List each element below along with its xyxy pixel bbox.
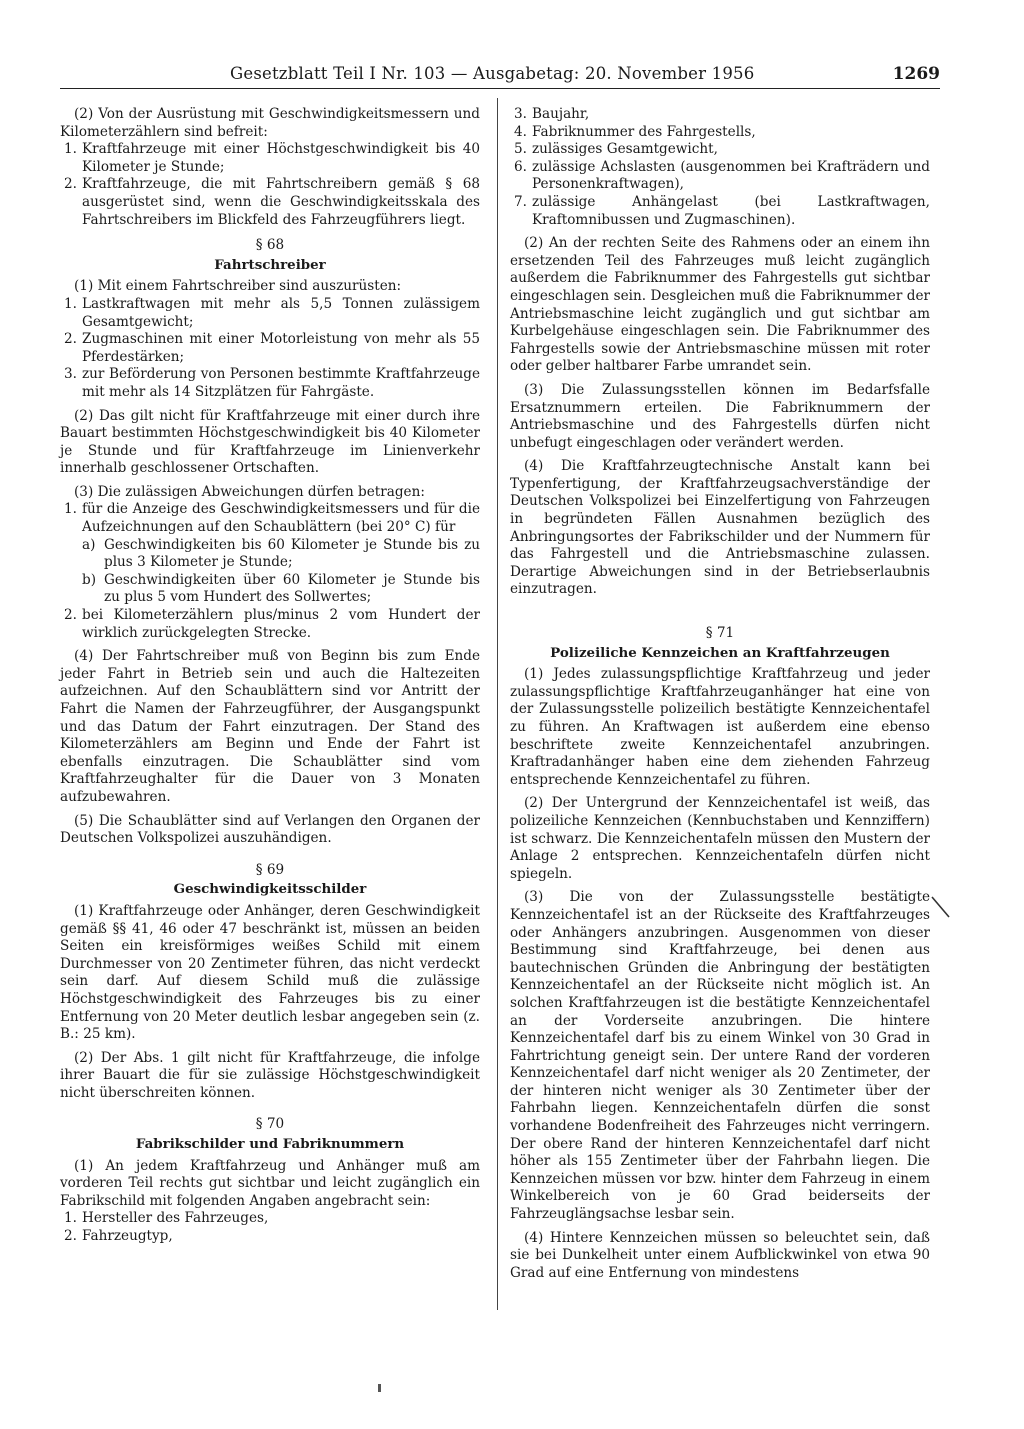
list-number: 1. [64,1210,77,1227]
paragraph: (4) Der Fahrtschreiber muß von Beginn bis zum Ende jeder Fahrt in Betrieb sein und auch die Haltezeiten aufzeichnen. Auf den Schaublättern sind vor Antritt der Fahrt die Namen der Fahrzeugführer, der Ausgangspunkt und das Datum der Fahrt einzutragen. Der Stand des Kilometerzählers am Beginn und Ende der Fahrt ist ebenfalls einzutragen. Die Schaublätter sind vom Kraftfahrzeughalter für die Dauer von 3 Monaten aufzubewahren. [60,648,480,805]
right-column [510,106,930,1282]
margin-pencil-mark [930,895,952,919]
list-number: 7. [514,193,527,210]
list-text: zulässige Anhängelast (bei Lastkraftwagen, Kraftomnibussen und Zugmaschinen). [532,193,930,228]
section-number: § 68 [255,237,285,254]
list-item [60,141,480,176]
paragraph: (3) Die zulässigen Abweichungen dürfen betragen: [74,483,425,500]
paragraph: (3) Die von der Zulassungsstelle bestätigte Kennzeichentafel ist an der Rückseite des Kraftfahrzeuges oder Anhängers anzubringen. Ausgenommen von dieser Bestimmung sind Kraftfahrzeuge, bei denen aus bautechnischen Gründen die Anbringung der bestätigten Kennzeichentafel an der Rückseite nicht möglich ist. An solchen Kraftfahrzeugen ist die bestätigte Kennzeichentafel an der Vorderseite anzubringen. Die hintere Kennzeichentafel darf bis zu einem Winkel von 30 Grad in Fahrtrichtung geneigt sein. Der untere Rand der vorderen Kennzeichentafel darf nicht weniger als 20 Zentimeter, der der hinteren nicht weniger als 30 Zentimeter über der Fahrbahn liegen. Kennzeichentafeln dürfen die sonst vorhandene Bodenfreiheit des Fahrzeuges nicht verringern. Der obere Rand der hinteren Kennzeichentafel darf nicht höher als 155 Zentimeter über der Fahrbahn liegen. Die Kennzeichen müssen vor bzw. hinter dem Fahrzeug in einem Winkelbereich von je 60 Grad beiderseits der Fahrzeuglängsachse lesbar sein. [510,889,930,1223]
paragraph: (2) Von der Ausrüstung mit Geschwindigkeitsmessern und Kilometerzählern sind befreit: [60,106,480,140]
list-text: Lastkraftwagen mit mehr als 5,5 Tonnen zulässigem Gesamtgewicht; [82,295,480,330]
list-item [510,141,930,159]
list-text: Hersteller des Fahrzeuges, [82,1210,269,1227]
list-number: 3. [64,366,77,383]
list-text: Geschwindigkeiten bis 60 Kilometer je Stunde bis zu plus 3 Kilometer je Stunde; [104,536,480,571]
list-text: Geschwindigkeiten über 60 Kilometer je Stunde bis zu plus 5 vom Hundert des Sollwertes; [104,571,480,606]
paragraph: (2) Der Untergrund der Kennzeichentafel ist weiß, das polizeiliche Kennzeichen (Kennbuchstaben und Kennziffern) ist schwarz. Die Kennzeichentafeln müssen den Mustern der Anlage 2 entsprechen. Kennzeichentafeln dürfen nicht spiegeln. [510,795,930,882]
paragraph: (1) Jedes zulassungspflichtige Kraftfahrzeug und jeder zulassungspflichtige Kraftfahrzeuganhänger hat eine von der Zulassungsstelle polizeilich bestätigte Kennzeichentafel zu führen. An Kraftwagen ist außerdem eine ebenso beschriftete zweite Kennzeichentafel anzubringen. Kraftradanhänger haben eine dem ziehenden Fahrzeug entsprechende Kennzeichentafel zu führen. [510,666,930,788]
section-title: Polizeiliche Kennzeichen an Kraftfahrzeugen [550,644,890,661]
list-item [60,331,480,366]
section-title: Fabrikschilder und Fabriknummern [135,1136,405,1153]
header-title: Gesetzblatt Teil I Nr. 103 — Ausgabetag: 20. November 1956 [230,64,755,83]
list-item [510,124,930,142]
list-number: 1. [64,141,77,158]
list-item [60,1210,480,1228]
list-text: bei Kilometerzählern plus/minus 2 vom Hundert der wirklich zurückgelegten Strecke. [82,607,480,641]
list-item [60,296,480,331]
column-divider [497,98,498,1310]
section-number: § 70 [255,1116,285,1133]
page-header [60,64,940,88]
list-number: 1. [64,501,77,518]
sub-list-item [60,572,480,607]
list-number: 3. [514,106,527,122]
list-item [60,501,480,536]
list-number: 6. [514,158,527,175]
list-item [510,194,930,229]
list-number: 1. [64,295,77,312]
paragraph: (2) An der rechten Seite des Rahmens oder an einem ihn ersetzenden Teil des Fahrzeuges muß leicht zugänglich außerdem die Fabriknummer des Fahrgestells gut sichtbar eingeschlagen sein. Desgleichen muß die Fabriknummer der Antriebsmaschine leicht zugänglich und gut sichtbar am Kurbelgehäuse eingeschlagen sein. Die Fabriknummer des Fahrgestells sowie der Antriebsmaschine müssen mit roter oder gelber haltbarer Farbe umrandet sein. [510,235,930,375]
list-number: a) [82,536,96,553]
list-text: zulässiges Gesamtgewicht, [532,141,718,158]
list-text: Baujahr, [532,106,590,122]
list-item [60,366,480,401]
list-number: 5. [514,141,527,158]
list-text: Kraftfahrzeuge mit einer Höchstgeschwindigkeit bis 40 Kilometer je Stunde; [82,141,480,175]
section-title: Fahrtschreiber [214,256,326,273]
list-number: 2. [64,176,77,193]
section-title: Geschwindigkeitsschilder [173,881,367,898]
header-rule [60,88,940,89]
scan-speck [378,1384,381,1392]
left-column [60,106,480,1246]
list-number: 2. [64,1228,77,1245]
list-number: 4. [514,123,527,140]
list-item [60,176,480,229]
paragraph: (1) An jedem Kraftfahrzeug und Anhänger muß am vorderen Teil rechts gut sichtbar und leicht zugänglich ein Fabrikschild mit folgenden Angaben angebracht sein: [60,1157,480,1209]
list-text: für die Anzeige des Geschwindigkeitsmessers und für die Aufzeichnungen auf den Schaublättern (bei 20° C) für [82,501,480,536]
section-number: § 71 [705,625,735,642]
paragraph: (1) Kraftfahrzeuge oder Anhänger, deren Geschwindigkeit gemäß §§ 41, 46 oder 47 beschränkt ist, müssen an beiden Seiten ein kreisförmiges weißes Schild mit einem Durchmesser von 20 Zentimeter führen, das nicht verdeckt sein darf. Auf diesem Schild muß die zulässige Höchstgeschwindigkeit des Fahrzeuges bis zu einer Entfernung von 20 Meter deutlich lesbar angegeben sein (z. B.: 25 km). [60,902,480,1043]
list-text: zulässige Achslasten (ausgenommen bei Krafträdern und Personenkraftwagen), [532,158,930,193]
list-item [60,607,480,642]
section-number: § 69 [255,861,285,878]
list-text: Zugmaschinen mit einer Motorleistung von mehr als 55 Pferdestärken; [82,331,480,365]
paragraph: (2) Das gilt nicht für Kraftfahrzeuge mit einer durch ihre Bauart bestimmten Höchstgeschwindigkeit bis 40 Kilometer je Stunde und für Kraftfahrzeuge im Linienverkehr innerhalb geschlossener Ortschaften. [60,407,480,477]
page-number: 1269 [892,64,940,84]
list-number: 2. [64,607,77,624]
paragraph: (4) Die Kraftfahrzeugtechnische Anstalt kann bei Typenfertigung, der Kraftfahrzeugsachverständige der Deutschen Volkspolizei bei Einzelfertigung von Fahrzeugen in begründeten Fällen Ausnahmen bezüglich des Anbringungsortes der Fabrikschilder und der Nummern für das Fahrgestell und die Antriebsmaschine zulassen. Derartige Abweichungen sind in der Betriebserlaubnis einzutragen. [510,458,930,598]
paragraph: (2) Der Abs. 1 gilt nicht für Kraftfahrzeuge, die infolge ihrer Bauart die für sie zulässige Höchstgeschwindigkeit nicht überschreiten können. [60,1049,480,1101]
sub-list-item [60,537,480,572]
list-text: Fabriknummer des Fahrgestells, [532,123,756,140]
paragraph: (3) Die Zulassungsstellen können im Bedarfsfalle Ersatznummern erteilen. Die Fabriknummern der Antriebsmaschine und des Fahrgestells dürfen nicht unbefugt eingeschlagen oder verändert werden. [510,381,930,451]
list-text: Fahrzeugtyp, [82,1228,173,1245]
list-text: zur Beförderung von Personen bestimmte Kraftfahrzeuge mit mehr als 14 Sitzplätzen für Fahrgäste. [82,366,480,400]
list-text: Kraftfahrzeuge, die mit Fahrtschreibern gemäß § 68 ausgerüstet sind, wenn die Geschwindigkeitsskala des Fahrtschreibers im Blickfeld des Fahrzeugführers liegt. [82,176,480,228]
list-item [510,159,930,194]
list-item [510,106,930,124]
paragraph: (1) Mit einem Fahrtschreiber sind auszurüsten: [74,278,402,295]
list-number: b) [82,571,97,588]
paragraph: (5) Die Schaublätter sind auf Verlangen den Organen der Deutschen Volkspolizei auszuhändigen. [60,812,480,847]
list-item [60,1228,480,1246]
list-number: 2. [64,331,77,348]
paragraph: (4) Hintere Kennzeichen müssen so beleuchtet sein, daß sie bei Dunkelheit unter einem Aufblickwinkel von etwa 90 Grad auf eine Entfernung von mindestens [510,1229,930,1281]
